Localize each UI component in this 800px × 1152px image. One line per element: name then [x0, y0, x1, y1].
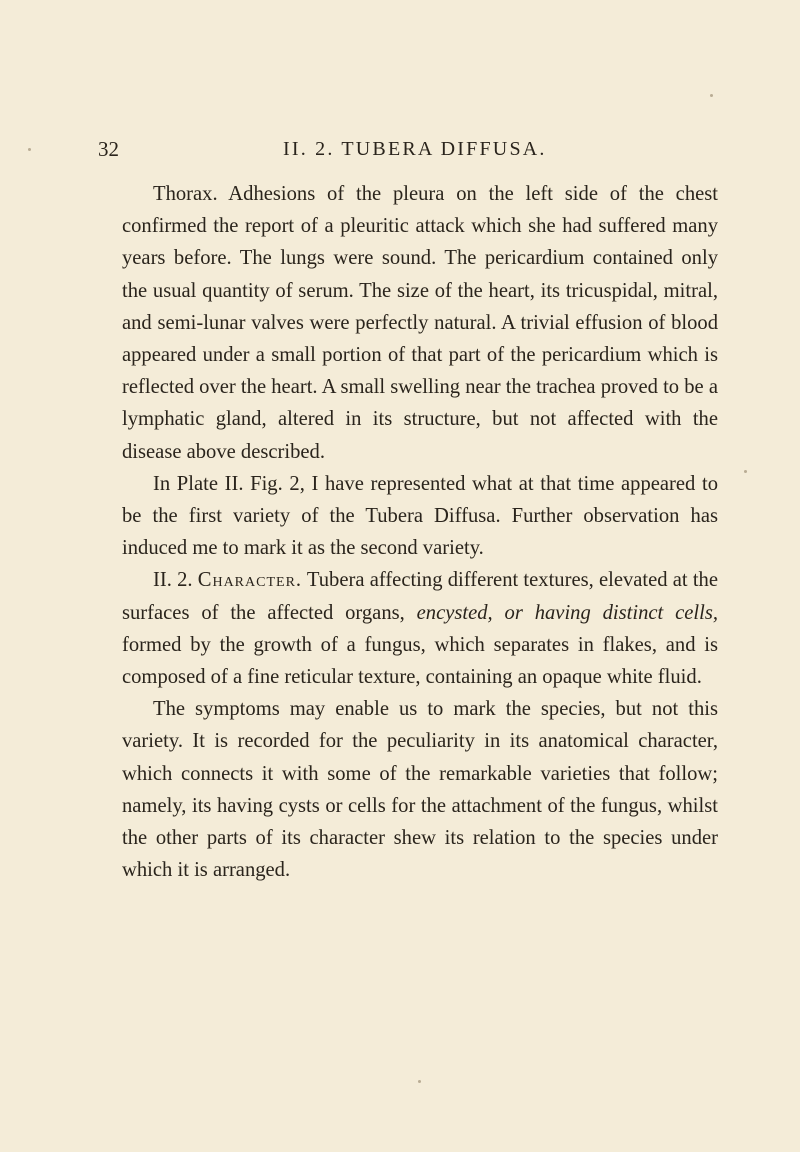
running-title: II. 2. TUBERA DIFFUSA.: [283, 138, 547, 160]
paper-speck: [418, 1080, 421, 1083]
paragraph-character: [122, 564, 718, 693]
character-heading: Character.: [197, 569, 303, 592]
variety-number: II. 2.: [153, 569, 193, 592]
paper-speck: [744, 470, 747, 473]
character-emphasis: encysted, or having distinct cells,: [416, 601, 718, 624]
paragraph-symptoms: The symptoms may enable us to mark the species, but not this variety. It is recorded for the peculiarity in its anatomical character, which connects it with some of the remarkable varieties that follow; namely, its having cysts or cells for the attachment of the fungus, whilst the other parts of its character shew its relation to the species under which it is arranged.: [122, 698, 718, 882]
running-header: [98, 131, 718, 167]
character-text-start: Tubera affecting different textures, elevated at the surfaces of the affected organs,: [122, 569, 718, 624]
body-text: [122, 178, 718, 886]
paper-speck: [28, 148, 31, 151]
paragraph-plate-reference: In Plate II. Fig. 2, I have represented what at that time appeared to be the first variety of the Tubera Diffusa. Further observation has induced me to mark it as the second variety.: [122, 472, 718, 560]
character-text-end: formed by the growth of a fungus, which separates in flakes, and is composed of a fine reticular texture, containing an opaque white fluid.: [122, 633, 718, 689]
page-number: 32: [98, 137, 119, 161]
paragraph-thorax: Thorax. Adhesions of the pleura on the left side of the chest confirmed the report of a pleuritic attack which she had suffered many years before. The lungs were sound. The pericardium contained only the usual quantity of serum. The size of the heart, its tricuspidal, mitral, and semi-lunar valves were perfectly natural. A trivial effusion of blood appeared under a small portion of that part of the pericardium which is reflected over the heart. A small swelling near the trachea proved to be a lymphatic gland, altered in its structure, but not affected with the disease above described.: [122, 183, 718, 463]
paper-speck: [710, 94, 713, 97]
